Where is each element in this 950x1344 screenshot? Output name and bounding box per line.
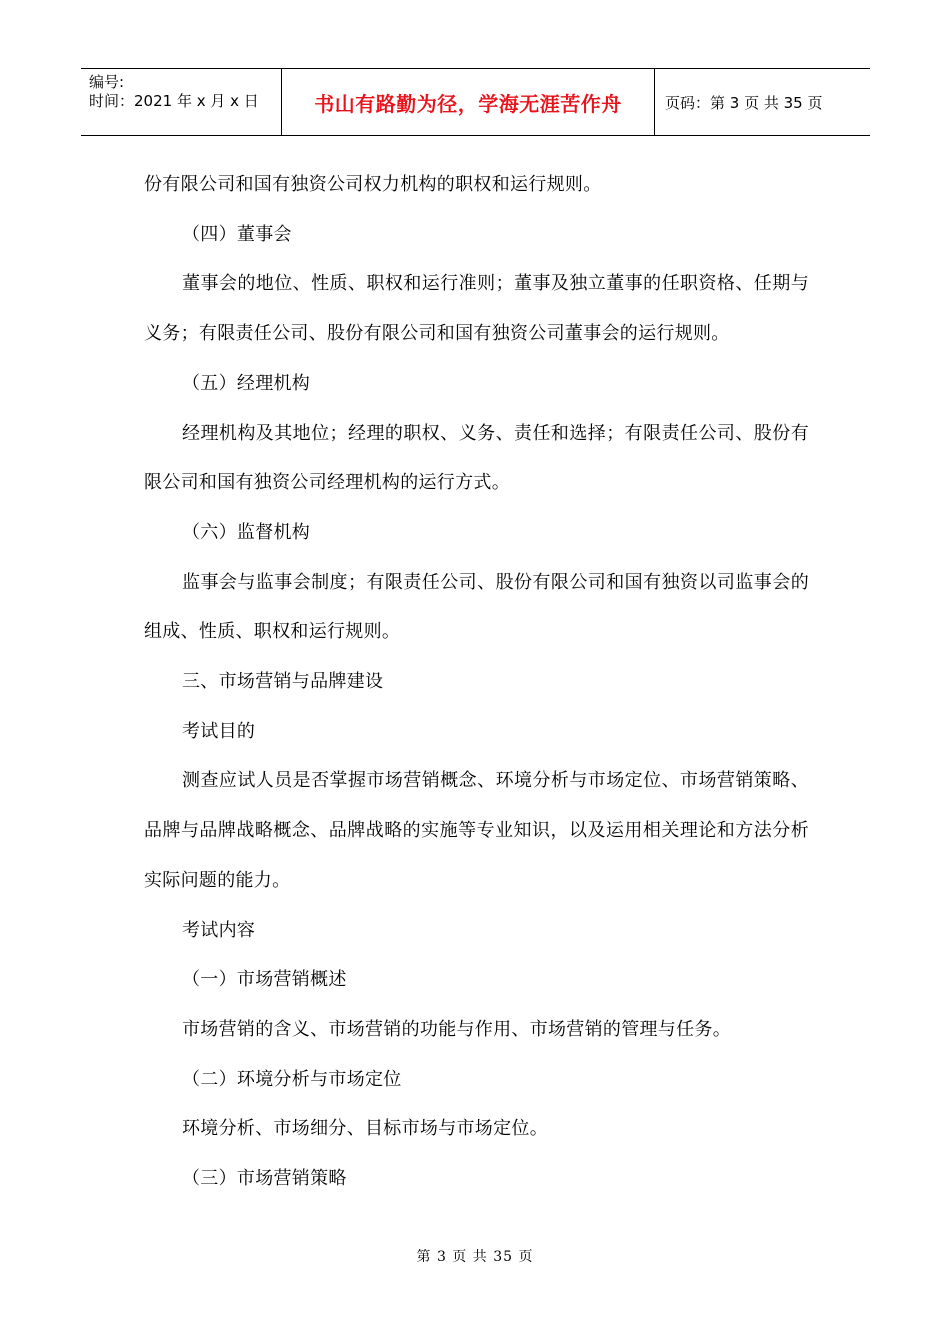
paragraph: 监事会与监事会制度；有限责任公司、股份有限公司和国有独资以司监事会的组成、性质、职权和运行规则。 (144, 571, 809, 643)
paragraph: 测查应试人员是否掌握市场营销概念、环境分析与市场定位、市场营销策略、品牌与品牌战略概念、品牌战略的实施等专业知识，以及运用相关理论和方法分析实际问题的能力。 (144, 770, 809, 891)
paragraph: 考试内容 (182, 919, 256, 941)
paragraph: 三、市场营销与品牌建设 (182, 671, 384, 693)
header-motto-cell (282, 69, 655, 135)
page-info: 页码：第 3 页 共 35 页 (665, 93, 823, 112)
paragraph: 经理机构及其地位；经理的职权、义务、责任和选择；有限责任公司、股份有限公司和国有独资公司经理机构的运行方式。 (144, 422, 809, 494)
number-label: 编号: (89, 73, 125, 91)
page-header (81, 68, 870, 136)
paragraph: （三）市场营销策略 (182, 1168, 347, 1190)
paragraph: 环境分析、市场细分、目标市场与市场定位。 (182, 1118, 548, 1140)
paragraph: （四）董事会 (182, 223, 292, 245)
motto: 书山有路勤为径，学海无涯苦作舟 (314, 91, 622, 116)
time-label: 时间：2021 年 x 月 x 日 (89, 92, 259, 110)
header-meta (81, 69, 282, 135)
paragraph: 考试目的 (182, 720, 256, 742)
paragraph: 董事会的地位、性质、职权和运行准则；董事及独立董事的任职资格、任期与义务；有限责任公司、股份有限公司和国有独资公司董事会的运行规则。 (144, 273, 809, 345)
paragraph: （一）市场营销概述 (182, 969, 347, 991)
document-body (144, 160, 809, 1204)
paragraph: 市场营销的含义、市场营销的功能与作用、市场营销的管理与任务。 (182, 1018, 731, 1040)
header-page-info-cell (655, 69, 870, 135)
paragraph: （五）经理机构 (182, 372, 311, 394)
page-footer: 第 3 页 共 35 页 (416, 1249, 534, 1265)
paragraph: （二）环境分析与市场定位 (182, 1068, 402, 1090)
paragraph: （六）监督机构 (182, 521, 311, 543)
paragraph: 份有限公司和国有独资公司权力机构的职权和运行规则。 (144, 174, 602, 195)
